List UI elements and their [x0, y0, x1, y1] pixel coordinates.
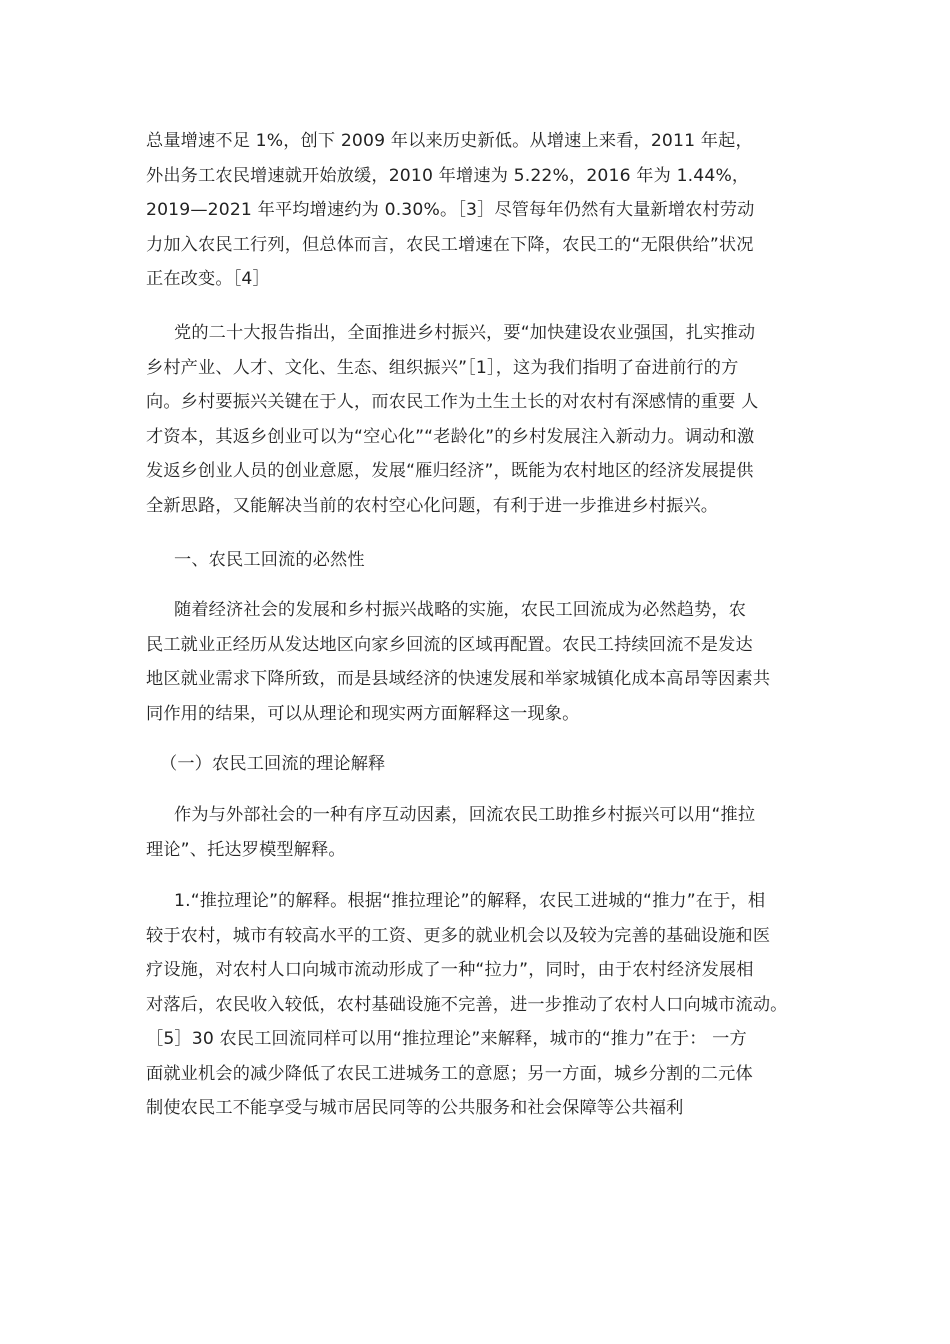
- text-line: 才资本，其返乡创业可以为“空心化”“老龄化”的乡村发展注入新动力。调动和激: [146, 426, 755, 447]
- text-line: 理论”、托达罗模型解释。: [146, 839, 346, 860]
- paragraph-2: [146, 316, 826, 523]
- heading-text: 一、农民工回流的必然性: [174, 550, 365, 570]
- text-line: 1.“推拉理论”的解释。根据“推拉理论”的解释，农民工进城的“推力”在于，相: [174, 891, 766, 911]
- paragraph-3: [146, 593, 826, 731]
- text-line: 外出务工农民增速就开始放缓，2010 年增速为 5.22%，2016 年为 1.44%，: [146, 165, 750, 186]
- text-line: 正在改变。［4］: [146, 269, 270, 289]
- paragraph-1: [146, 124, 826, 297]
- paragraph-5: [146, 884, 826, 1126]
- text-line: 面就业机会的减少降低了农民工进城务工的意愿；另一方面，城乡分割的二元体: [146, 1063, 753, 1084]
- text-line: 对落后，农民收入较低，农村基础设施不完善，进一步推动了农村人口向城市流动。: [146, 994, 788, 1015]
- section-heading: [146, 543, 826, 578]
- text-line: 发返乡创业人员的创业意愿，发展“雁归经济”，既能为农村地区的经济发展提供: [146, 461, 754, 481]
- text-line: 作为与外部社会的一种有序互动因素，回流农民工助推乡村振兴可以用“推拉: [174, 805, 756, 825]
- text-line: 全新思路，又能解决当前的农村空心化问题，有利于进一步推进乡村振兴。: [146, 495, 719, 516]
- text-line: ［5］30 农民工回流同样可以用“推拉理论”来解释，城市的“推力”在于： 一方: [146, 1029, 747, 1049]
- heading-text: （一）农民工回流的理论解释: [160, 754, 386, 774]
- subsection-heading: [146, 747, 826, 782]
- paragraph-4: [146, 798, 826, 867]
- text-line: 较于农村，城市有较高水平的工资、更多的就业机会以及较为完善的基础设施和医: [146, 925, 771, 946]
- text-line: 乡村产业、人才、文化、生态、组织振兴”［1］，这为我们指明了奋进前行的方: [146, 357, 739, 378]
- text-line: 向。乡村要振兴关键在于人，而农民工作为土生土长的对农村有深⁢感情的重要 人: [146, 392, 759, 412]
- text-line: 制使农民工不能享受与城市居民同等的公共服务和社会保障等公共福利: [146, 1098, 684, 1118]
- text-line: 民工就业正经历从发达地区向家乡回流的区域再配置。农民工持续回流不是发达: [146, 634, 753, 655]
- text-line: 党的二十大报告指出，全面推进乡村振兴，要“加快建设农业强国，扎实推动: [174, 323, 756, 343]
- text-line: 力加入农民工行列，但总体而言，农民工增速在下降，农民工的“无限供给”状况: [146, 234, 754, 255]
- text-line: 同作用的结果，可以从理论和现实两方面解释这一现象。: [146, 703, 580, 724]
- text-line: 随着经济社会的发展和乡村振兴战略的实施，农民工回流成为必然趋势，农: [174, 600, 747, 620]
- text-line: 地区就业需求下降所致，而是县域经济的快速发展和举家城镇化成本高昂等因素共: [146, 669, 771, 689]
- text-line: 疗设施，对农村人口向城市流动形成了一种“拉力”，同时，由于农村经济发展相: [146, 960, 754, 980]
- text-line: 总量增速不足 1%，创下 2009 年以来历史新低。从增速上来看，2011 年起，: [146, 131, 753, 151]
- text-line: 2019—2021 年平均增速约为 0.30%。［3］尽管每年仍然有大量新增农村劳动: [146, 200, 755, 220]
